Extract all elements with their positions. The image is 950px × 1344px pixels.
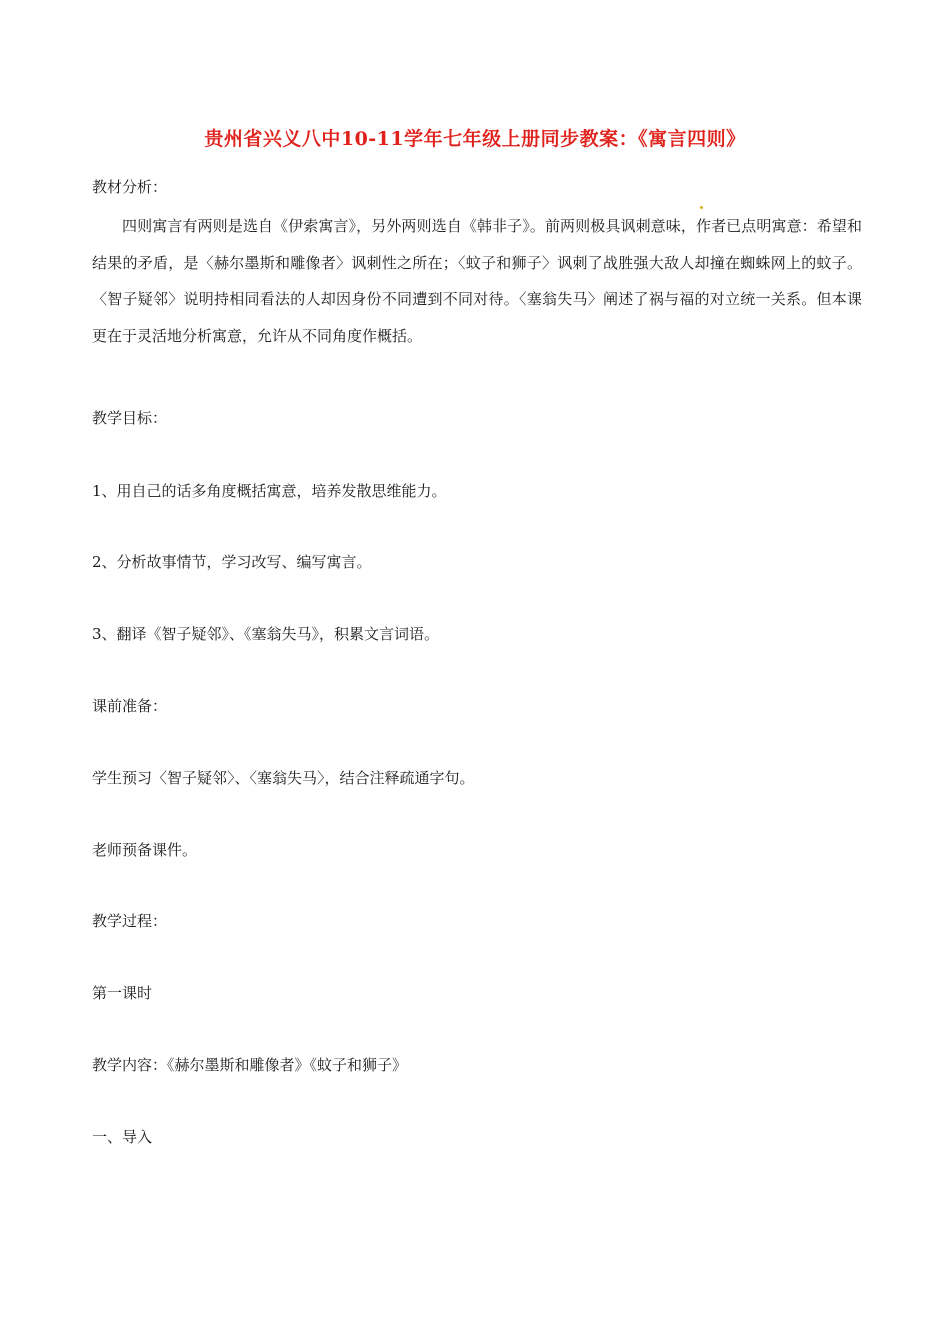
analysis-heading: 教材分析：: [92, 178, 168, 196]
process-heading: 教学过程：: [92, 912, 168, 930]
analysis-paragraph: 四则寓言有两则是选自《伊索寓言》，另外两则选自《韩非子》。前两则极具讽刺意味，作者已点明寓意：希望和结果的矛盾，是〈赫尔墨斯和雕像者〉讽刺性之所在；〈蚊子和狮子〉讽刺了战胜强大敌人却撞在蜘蛛网上的蚊子。〈智子疑邻〉说明持相同看法的人却因身份不同遭到不同对待。〈塞翁失马〉阐述了祸与福的对立统一关系。但本课更在于灵活地分析寓意，允许从不同角度作概括。: [92, 217, 862, 345]
lesson-heading: 第一课时: [92, 984, 153, 1002]
goal-item-2: 2、分析故事情节，学习改写、编写寓言。: [92, 553, 372, 571]
prep-heading: 课前准备：: [92, 697, 168, 715]
goal-item-1: 1、用自己的话多角度概括寓意，培养发散思维能力。: [92, 482, 447, 500]
prep-students: 学生预习〈智子疑邻〉、〈塞翁失马〉，结合注释疏通字句。: [92, 769, 475, 787]
goals-heading: 教学目标：: [92, 409, 168, 427]
lesson-content: 教学内容：《赫尔墨斯和雕像者》《蚊子和狮子》: [92, 1056, 408, 1074]
section-heading: 一、导入: [92, 1128, 153, 1146]
document-title: 贵州省兴义八中10-11学年七年级上册同步教案：《寓言四则》: [204, 128, 746, 150]
prep-teacher: 老师预备课件。: [92, 841, 198, 859]
goal-item-3: 3、翻译《智子疑邻》、《塞翁失马》，积累文言词语。: [92, 625, 440, 643]
